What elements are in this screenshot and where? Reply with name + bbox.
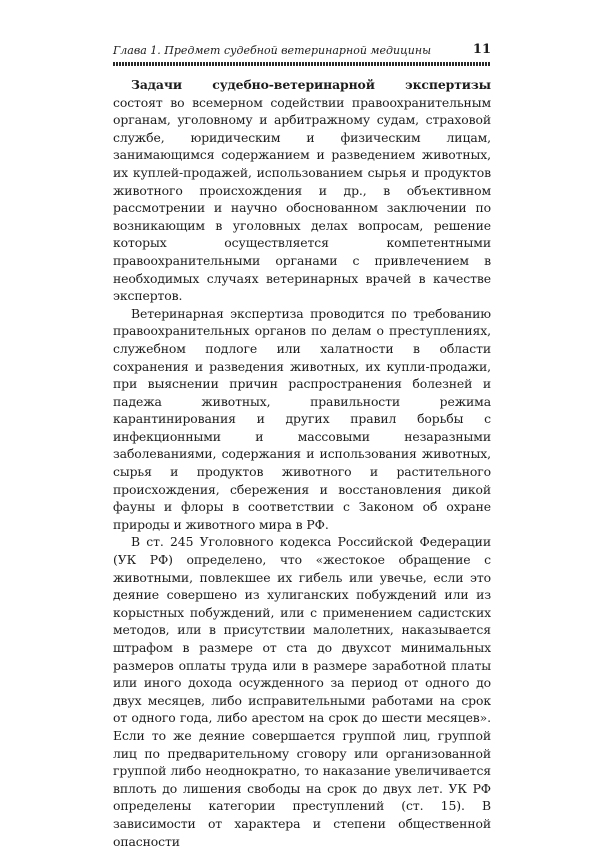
paragraph-2-text: Ветеринарная экспертиза проводится по требованию правоохранительных органов по делам о преступлениях, служебном подлоге или халатности в области сохранения и разведения животных, их купли-продажи, при выяснении причин распространения болезней и падежа животных, правильности режима карантинирования и других правил борьбы с инфекционными и массовыми незаразными заболеваниями, содержания и использования животных, сырья и продуктов животного и растительного происхождения, сбережения и восстановления дикой фауны и флоры в соответствии с Законом об охране природы и животного мира в РФ.	[113, 305, 491, 532]
paragraph-1-text: состоят во всемерном содействии правоохранительным органам, уголовному и арбитражному судам, страховой службе, юридическим и физическим лицам, занимающимся содержанием и разведением животных, их куплей-продажей, использованием сырья и продуктов животного происхождения и др., в объективном рассмотрении и научно обоснованном заключении по возникающим в уголовных делах вопросам, решение которых осуществляется компетентными правоохранительными органами с привлечением в необходимых случаях ветеринарных врачей в качестве экспертов.	[113, 94, 491, 304]
running-title: Глава 1. Предмет судебной ветеринарной медицины	[113, 44, 432, 57]
paragraph-1	[113, 76, 491, 305]
header-rule	[113, 62, 491, 66]
book-page	[113, 40, 491, 850]
page-number: 11	[472, 42, 491, 57]
paragraph-3	[113, 533, 491, 850]
running-header	[113, 40, 491, 62]
paragraph-2	[113, 305, 491, 534]
paragraph-1-lead: Задачи судебно-ветеринарной экспертизы	[131, 77, 491, 92]
body-text	[113, 76, 491, 850]
paragraph-3-text: В ст. 245 Уголовного кодекса Российской Федерации (УК РФ) определено, что «жестокое обращение с животными, повлекшее их гибель или увечье, если это деяние совершено из хулиганских побуждений или из корыстных побуждений, или с применением садистских методов, или в присутствии малолетних, наказывается штрафом в размере от ста до двухсот минимальных размеров оплаты труда или в размере заработной платы или иного дохода осужденного за период от одного до двух месяцев, либо исправительными работами на срок от одного года, либо арестом на срок до шести месяцев». Если то же деяние совершается группой лиц, группой лиц по предварительному сговору или организованной группой либо неоднократно, то наказание увеличивается вплоть до лишения свободы на срок до двух лет. УК РФ определены категории преступлений (ст. 15). В зависимости от характера и степени общественной опасности	[113, 534, 491, 849]
